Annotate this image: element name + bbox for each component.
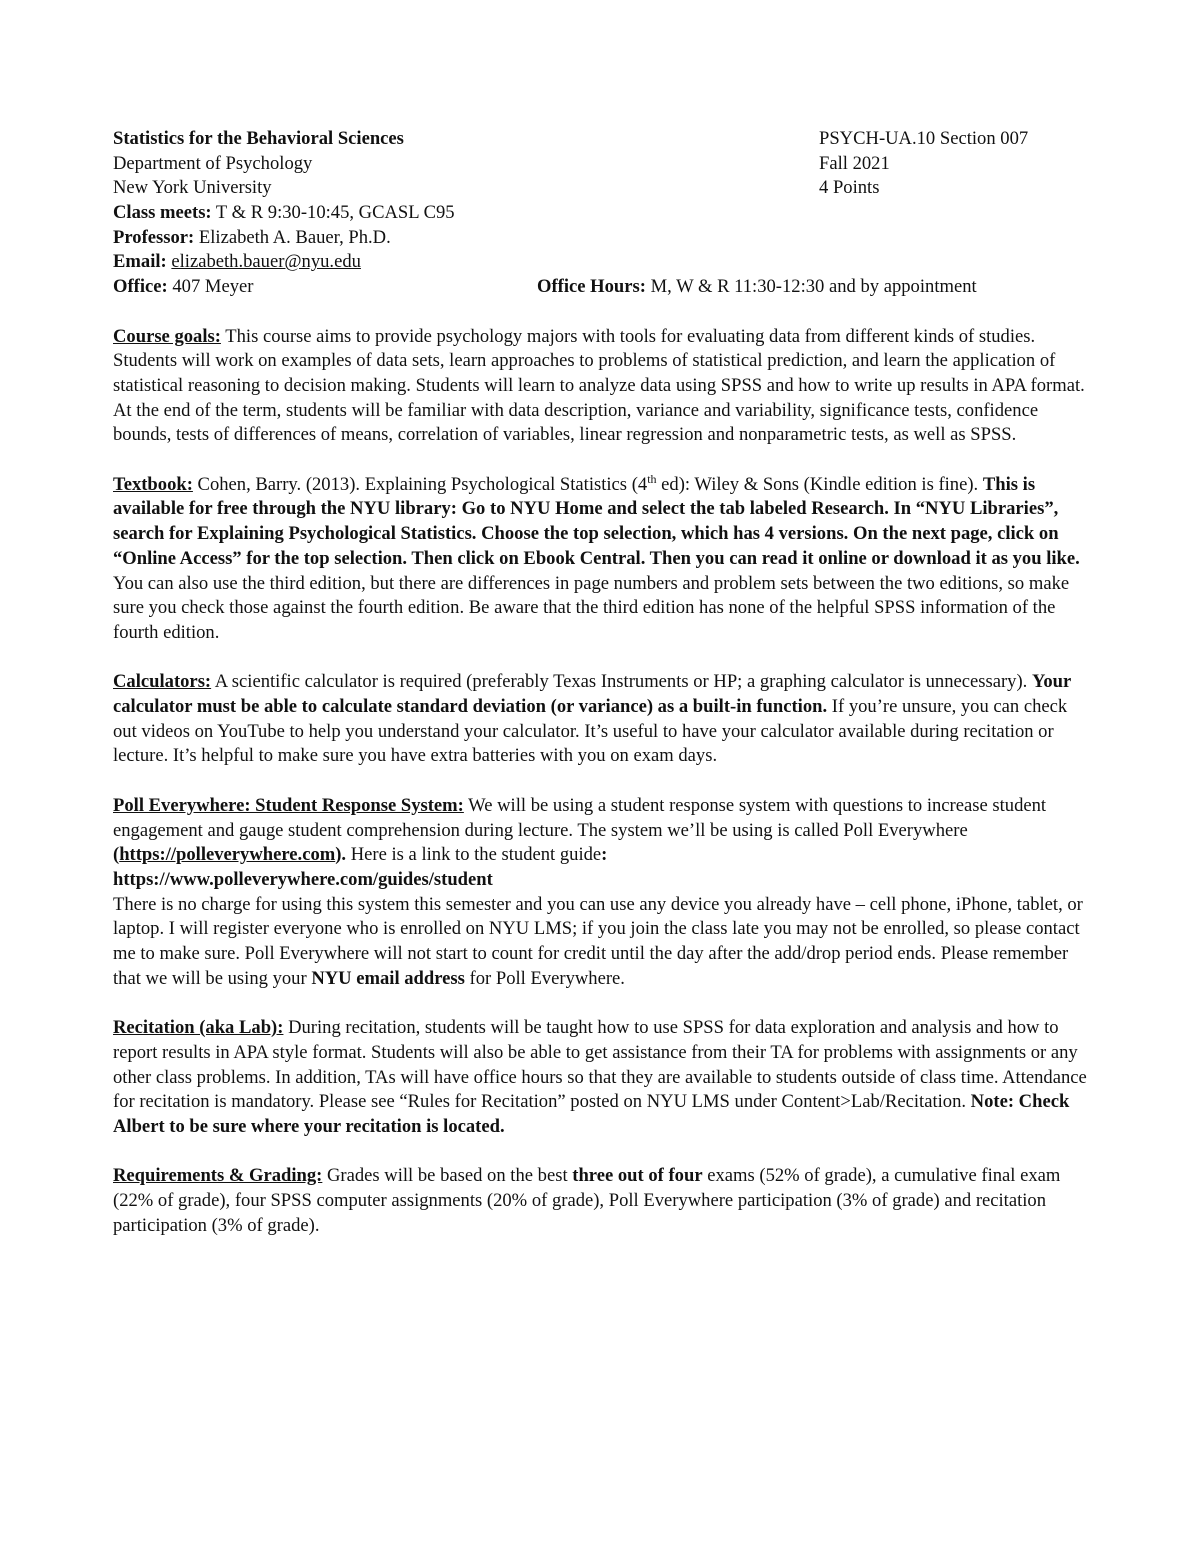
university: New York University	[113, 177, 272, 199]
recitation-text: During recitation, students will be taught how to use SPSS for data exploration and analysis and how to report results in APA style format. Students will also be able to get assistance from their TA for problems with assignments or any other class problems. In addition, TAs will have office hours so that they are available to students outside of class time. Attendance for recitation is mandatory. Please see “Rules for Recitation” posted on NYU LMS under Content>Lab/Recitation.	[113, 1017, 1087, 1113]
poll-details: There is no charge for using this system this semester and you can use any device you already have – cell phone, iPhone, tablet, or laptop. I will register everyone who is enrolled on NYU LMS; if you join the class late you may not be enrolled, so please contact me to make sure. Poll Everywhere will not start to count for credit until the day after the add/drop period ends. Please remember that we will be using your	[113, 893, 1083, 989]
calculators-heading: Calculators:	[113, 671, 212, 693]
course-goals-text: This course aims to provide psychology majors with tools for evaluating data from different kinds of studies. Students will work on examples of data sets, learn approaches to problems of statistical prediction, and learn the application of statistical reasoning to decision making. Students will learn to analyze data using SPSS and how to write up results in APA format.	[113, 325, 1085, 396]
recitation-heading: Recitation (aka Lab):	[113, 1017, 284, 1039]
professor-value: Elizabeth A. Bauer, Ph.D.	[194, 226, 391, 248]
poll-details-end: for Poll Everywhere.	[464, 967, 625, 989]
office-hours-label: Office Hours:	[537, 276, 646, 298]
term: Fall 2021	[819, 152, 890, 174]
grading-text-a: Grades will be based on the best	[322, 1165, 573, 1187]
professor-label: Professor:	[113, 226, 195, 248]
textbook-section	[113, 473, 1093, 646]
textbook-citation-b: ed): Wiley & Sons (Kindle edition is fine).	[656, 473, 983, 495]
grading-section	[113, 1164, 1093, 1238]
textbook-citation-a: Cohen, Barry. (2013). Explaining Psychological Statistics (4	[192, 473, 648, 495]
grading-heading: Requirements & Grading:	[113, 1165, 323, 1187]
polleverywhere-link[interactable]: https://polleverywhere.com	[119, 844, 336, 866]
textbook-heading: Textbook:	[113, 473, 193, 495]
office-value: 407 Meyer	[167, 276, 254, 298]
office-hours-value: M, W & R 11:30-12:30 and by appointment	[645, 276, 977, 298]
calculators-text-a: A scientific calculator is required (preferably Texas Instruments or HP; a graphing calculator is unnecessary).	[211, 671, 1032, 693]
course-goals-heading: Course goals:	[113, 325, 221, 347]
textbook-library-instructions: This is available for free through the NYU library: Go to NYU Home and select the tab labeled Research. In “NYU Libraries”, search for Explaining Psychological Statistics. Choose the top selection, which has 4 versions. On the next page, click on “Online Access” for the top selection. Then click on Ebook Central. Then you can read it online or download it as you like.	[113, 473, 1080, 569]
department: Department of Psychology	[113, 152, 313, 174]
recitation-note: Note: Check Albert to be sure where your recitation is located.	[113, 1091, 1070, 1137]
student-guide-link[interactable]: https://www.polleverywhere.com/guides/student	[113, 868, 493, 890]
poll-text-b: Here is a link to the student guide	[346, 844, 602, 866]
grading-best-exams: three out of four	[572, 1165, 703, 1187]
course-goals-outcomes: At the end of the term, students will be familiar with data description, variance and variability, significance tests, confidence bounds, tests of differences of means, correlation of variables, linear regression and nonparametric tests, as well as SPSS.	[113, 399, 1039, 446]
poll-text-a: We will be using a student response system with questions to increase student engagement and gauge student comprehension during lecture. The system we’ll be using is called Poll Everywhere	[113, 794, 1047, 841]
header-block	[113, 127, 1093, 300]
class-meets-label: Class meets:	[113, 202, 212, 224]
recitation-section	[113, 1016, 1093, 1140]
calculators-requirement: Your calculator must be able to calculate standard deviation (or variance) as a built-in function.	[113, 671, 1071, 718]
office-label: Office:	[113, 276, 168, 298]
poll-nyu-email: NYU email address	[311, 967, 465, 989]
textbook-superscript: th	[647, 471, 657, 486]
textbook-edition-note: You can also use the third edition, but there are differences in page numbers and problem sets between the two editions, so make sure you check those against the fourth edition. Be aware that the third edition has none of the helpful SPSS information of the fourth edition.	[113, 572, 1070, 643]
email-link[interactable]: elizabeth.bauer@nyu.edu	[171, 251, 361, 273]
grading-text-b: exams (52% of grade), a cumulative final exam (22% of grade), four SPSS computer assignments (20% of grade), Poll Everywhere participation (3% of grade) and recitation participation (3% of grade).	[113, 1165, 1061, 1236]
poll-link-wrapper: (https://polleverywhere.com).	[113, 844, 347, 866]
email-label: Email:	[113, 251, 167, 273]
class-meets-value: T & R 9:30-10:45, GCASL C95	[211, 202, 455, 224]
poll-heading: Poll Everywhere: Student Response System:	[113, 794, 464, 816]
course-code: PSYCH-UA.10 Section 007	[819, 128, 1029, 149]
calculators-text-b: If you’re unsure, you can check out videos on YouTube to help you understand your calculator. It’s useful to have your calculator available during recitation or lecture. It’s helpful to make sure you have extra batteries with you on exam days.	[113, 696, 1068, 767]
course-goals-section	[113, 325, 1093, 449]
calculators-section	[113, 670, 1093, 769]
poll-everywhere-section: Poll Everywhere: Student Response System: We will be using a student response system with questions to increase student engagement and gauge student comprehension during lecture. The system we’ll be using is called Poll Everywhere (https://polleverywhere.com). Here is a link to the student guide: https://www.polleverywhere.com/guides/student There is no charge for using this system this semester and you can use any device you already have – cell phone, iPhone, tablet, or laptop. I will register everyone who is enrolled on NYU LMS; if you join the class late you may not be enrolled, so please contact me to make sure. Poll Everywhere will not start to count for credit until the day after the add/drop period ends. Please remember that we will be using your NYU email address for Poll Everywhere.	[113, 794, 1083, 989]
points: 4 Points	[819, 177, 880, 199]
course-title: Statistics for the Behavioral Sciences	[113, 128, 404, 149]
syllabus-content	[113, 127, 1093, 1238]
